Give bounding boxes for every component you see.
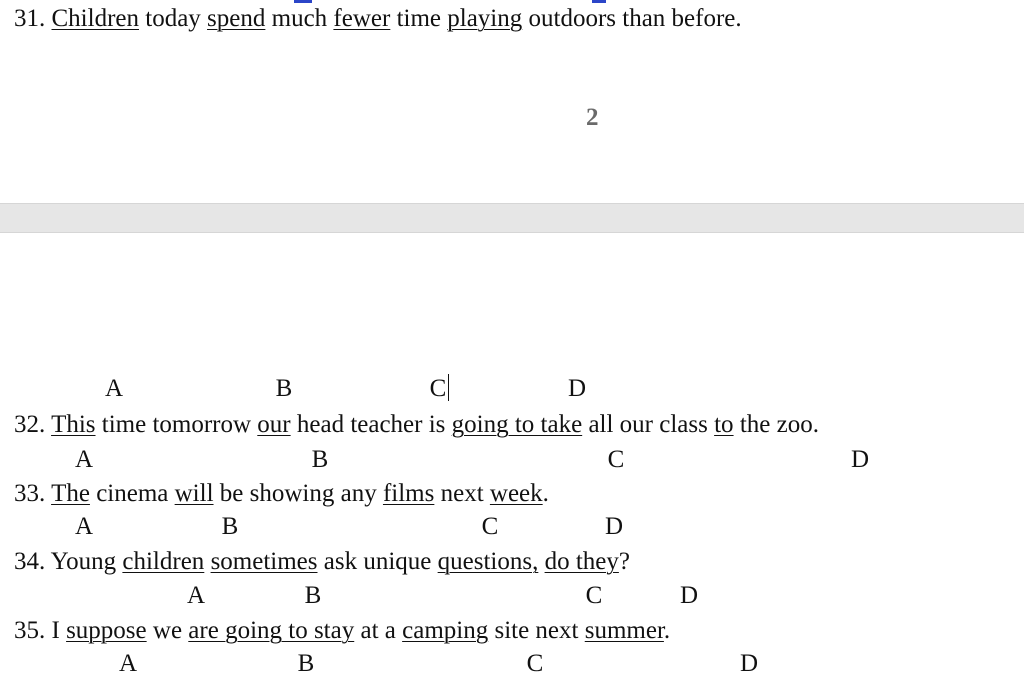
sentence-part: time — [390, 5, 448, 32]
sentence-part: fewer — [333, 5, 391, 32]
sentence-part: head teacher is — [290, 411, 452, 438]
option-label-d: D — [604, 513, 624, 540]
sentence-part: much — [265, 5, 334, 32]
sentence-part: outdoors than before. — [522, 5, 742, 32]
sentence-part: I — [51, 617, 67, 644]
page-number: 2 — [586, 104, 599, 131]
option-label-c: C — [429, 375, 447, 402]
question-number: 33. — [14, 480, 46, 507]
sentence-part: questions, — [437, 548, 539, 575]
sentence-part: time tomorrow — [95, 411, 258, 438]
sentence-part: summer — [584, 617, 664, 644]
question-number: 31. — [14, 5, 46, 32]
sentence-part: This — [51, 411, 96, 438]
sentence-part: children — [122, 548, 205, 575]
sentence-part: . — [542, 480, 549, 507]
question-34 — [14, 547, 630, 577]
sentence-part: to — [714, 411, 734, 438]
option-label-b: B — [221, 513, 239, 540]
sentence-part: ? — [618, 548, 630, 575]
page-separator — [0, 203, 1024, 233]
sentence-part: suppose — [66, 617, 147, 644]
option-label-d: D — [567, 375, 587, 402]
option-label-a: A — [74, 513, 94, 540]
sentence-part: films — [382, 480, 435, 507]
sentence-part: at a — [354, 617, 403, 644]
option-label-a: A — [104, 375, 124, 402]
option-label-b: B — [297, 650, 315, 677]
question-35 — [14, 616, 670, 646]
sentence-part: our — [257, 411, 291, 438]
option-label-d: D — [850, 446, 870, 473]
sentence-part: ask unique — [317, 548, 438, 575]
sentence-part: all our class — [582, 411, 715, 438]
question-number: 32. — [14, 411, 46, 438]
option-label-a: A — [186, 582, 206, 609]
question-number: 34. — [14, 548, 46, 575]
sentence-part: camping — [402, 617, 489, 644]
option-label-a: A — [118, 650, 138, 677]
sentence-part: be showing any — [213, 480, 383, 507]
option-label-b: B — [311, 446, 329, 473]
sentence-part: will — [174, 480, 214, 507]
sentence-part: we — [146, 617, 189, 644]
option-label-c: C — [481, 513, 499, 540]
question-32 — [14, 410, 819, 440]
sentence-part: Young — [50, 548, 123, 575]
sentence-part: next — [434, 480, 490, 507]
question-number: 35. — [14, 617, 46, 644]
sentence-part: going to take — [451, 411, 583, 438]
text-cursor — [448, 374, 449, 401]
sentence-part: are going to stay — [188, 617, 355, 644]
sentence-part: The — [51, 480, 90, 507]
option-label-d: D — [739, 650, 759, 677]
sentence-part: . — [663, 617, 671, 644]
option-label-c: C — [585, 582, 603, 609]
sentence-part: Children — [51, 5, 139, 32]
sentence-part: sometimes — [210, 548, 318, 575]
sentence-part: do they — [544, 548, 619, 575]
option-label-c: C — [607, 446, 625, 473]
option-label-b: B — [275, 375, 293, 402]
option-label-b: B — [304, 582, 322, 609]
question-33 — [14, 479, 549, 509]
blue-text-fragment — [592, 0, 606, 3]
option-label-c: C — [526, 650, 544, 677]
option-label-d: D — [679, 582, 699, 609]
sentence-part: spend — [207, 5, 266, 32]
question-31 — [14, 4, 742, 34]
sentence-part: the zoo. — [733, 411, 819, 438]
blue-text-fragment — [294, 0, 312, 3]
sentence-part: today — [139, 5, 208, 32]
sentence-part: week — [489, 480, 543, 507]
option-label-a: A — [74, 446, 94, 473]
sentence-part: cinema — [89, 480, 175, 507]
sentence-part: site next — [488, 617, 585, 644]
sentence-part: playing — [447, 5, 523, 32]
